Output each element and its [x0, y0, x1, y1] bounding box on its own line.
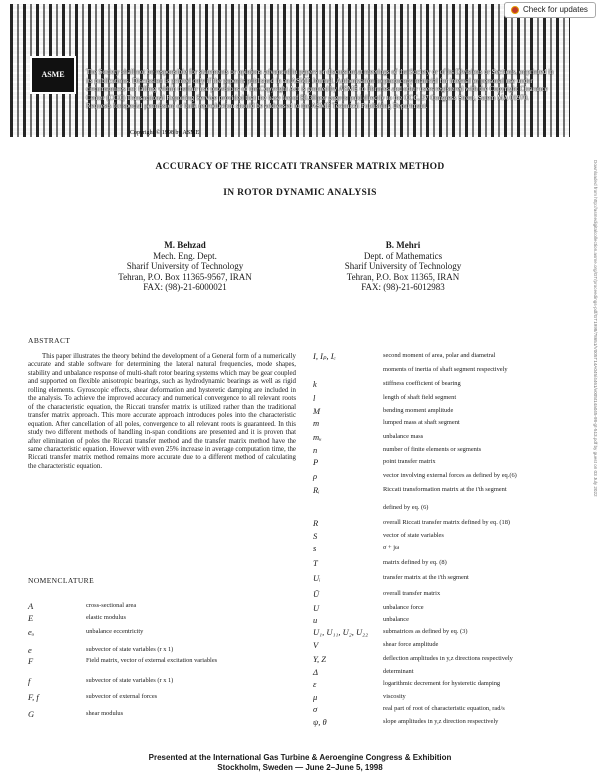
abstract-text: This paper illustrates the theory behind the development of a General form of a numerically accurate and stable software for determining the lateral natural frequencies, mode shapes, stability and unbalance response of multi-shaft rotor bearing systems which may be gear coupled and supported on flexible anisotropic bearings, such as hydrodynamic bearings as well as rigid rolling elements. Gyroscopic effects, shear deformation and hysteretic damping are included in the analysis. To achieve the improved accuracy and numerical convergence to all relevant roots of the characteristic equation, the Riccati transfer matrix is utilized rather than the traditional transfer matrix approach. This more accurate approach introduces poles into the characteristic equation. After cancellation of all poles, convergence to all relevant roots is guaranteed. In this study two different methods of handling in-span conditions are presented and it is proven that after elimination of poles the Riccati transfer method and the transfer matrix method have the same characteristic equation. However with even 25% increase in average computation time, the Riccati transfer matrix method remains more accurate due to a different method of calculating the characteristic equation. [28, 353, 296, 470]
author-fax: FAX: (98)-21-6000021 [143, 282, 227, 292]
nomenclature-description: defined by eq. (6) [383, 504, 429, 511]
nomenclature-description: unbalance eccentricity [86, 628, 144, 635]
nomenclature-symbol: s [313, 543, 317, 553]
nomenclature-symbol: ψ, θ [313, 717, 327, 727]
nomenclature-description: viscosity [383, 693, 406, 700]
nomenclature-description: point transfer matrix [383, 458, 436, 465]
nomenclature-symbol: E [28, 613, 34, 623]
nomenclature-description: shear force amplitude [383, 641, 439, 648]
abstract-heading: ABSTRACT [28, 336, 71, 345]
nomenclature-description: submatrices as defined by eq. (3) [383, 628, 468, 635]
header-notice-text: The Society shall not be responsible for statements or opinions advanced in papers or discussion at meetings of the Society or of its Divisions or Sections, or printed in its publications. Discussion is printed only if the paper is published in an ASME Journal. Authorization to photocopy material for internal or personal use under circumstances not falling within the fair use provisions of the Copyright Act is granted by ASME to libraries and other users registered with the Copyright Clearance Center (CCC) Transactional Reporting Service provided that the base fee of $0.30 per page is paid directly to the CCC, 27 Congress Street, Salem MA 01970. Requests for special permission or bulk reproduction should be addressed to the ASME Technical Publishing Department. [86, 68, 554, 111]
nomenclature-right-list [313, 348, 588, 746]
nomenclature-symbol: A [28, 601, 34, 611]
author-name: B. Mehri [385, 240, 421, 250]
nomenclature-description: slope amplitudes in y,z direction respectively [383, 718, 499, 725]
nomenclature-description: unbalance [383, 616, 409, 623]
download-note [590, 160, 598, 720]
nomenclature-symbol: M [313, 406, 321, 416]
paper-title-line-2: IN ROTOR DYNAMIC ANALYSIS [223, 188, 377, 198]
abstract-body [28, 353, 296, 471]
nomenclature-symbol: μ [313, 692, 318, 702]
nomenclature-symbol: l [313, 393, 316, 403]
author-name: M. Behzad [164, 240, 206, 250]
nomenclature-symbol: T [313, 558, 318, 568]
footer-line-2: Stockholm, Sweden — June 2–June 5, 1998 [217, 763, 383, 772]
nomenclature-symbol: Y, Z [313, 654, 326, 664]
nomenclature-symbol: u [313, 615, 318, 625]
nomenclature-left-list [28, 598, 298, 758]
nomenclature-description: overall Riccati transfer matrix defined by eq. (18) [383, 519, 511, 526]
nomenclature-symbol: Rᵢ [313, 485, 320, 495]
nomenclature-description: number of finite elements or segments [383, 446, 482, 453]
check-for-updates-button[interactable] [504, 2, 596, 18]
copyright-header-block [10, 4, 570, 137]
nomenclature-symbol: f [28, 676, 31, 686]
nomenclature-symbol: ρ [313, 471, 318, 481]
nomenclature-symbol: mᵤ [313, 432, 322, 442]
author-dept: Mech. Eng. Dept. [153, 250, 217, 261]
nomenclature-symbol: Uᵢ [313, 573, 321, 583]
header-copyright: Copyright © 1998 by ASME [130, 130, 200, 136]
nomenclature-symbol: k [313, 379, 317, 389]
nomenclature-symbol: S [313, 531, 318, 541]
nomenclature-symbol: U₁, U₁₁, U₂, U₂₂ [313, 627, 369, 637]
nomenclature-symbol: G [28, 709, 35, 719]
author-address: Tehran, P.O. Box 11365, IRAN [346, 271, 460, 282]
nomenclature-description: unbalance force [383, 604, 424, 611]
author-address: Tehran, P.O. Box 11365-9567, IRAN [118, 271, 252, 282]
nomenclature-description: logarithmic decrement for hysteretic damping [383, 680, 501, 687]
nomenclature-symbol: ε [313, 679, 317, 689]
nomenclature-description: Riccati transformation matrix at the i'th segment [383, 486, 507, 493]
nomenclature-symbol: F [28, 656, 34, 666]
nomenclature-symbol: eᵤ [28, 627, 35, 637]
nomenclature-description: lumped mass at shaft segment [383, 419, 460, 426]
nomenclature-description: elastic modulus [86, 614, 126, 621]
nomenclature-symbol: I, Iₚ, Iₑ [313, 351, 336, 361]
nomenclature-description: real part of root of characteristic equation, rad/s [383, 705, 505, 712]
nomenclature-symbol: Ū [313, 589, 320, 599]
nomenclature-description: σ + jω [383, 544, 400, 551]
check-for-updates-label: Check for updates [523, 5, 588, 14]
nomenclature-description: subvector of state variables (r x 1) [86, 646, 174, 653]
nomenclature-symbol: U [313, 603, 320, 613]
nomenclature-description: matrix defined by eq. (8) [383, 559, 447, 566]
author-dept: Dept. of Mathematics [363, 250, 443, 261]
nomenclature-description: deflection amplitudes in y,z directions respectively [383, 655, 513, 662]
author-university: Sharif University of Technology [344, 261, 462, 271]
nomenclature-description: unbalance mass [383, 433, 424, 440]
nomenclature-symbol: e [28, 645, 32, 655]
author-fax: FAX: (98)-21-6012983 [361, 282, 445, 292]
nomenclature-symbol: F, f [28, 692, 39, 702]
nomenclature-symbol: m [313, 418, 320, 428]
author-block-2 [318, 240, 488, 293]
nomenclature-description: Field matrix, vector of external excitation variables [86, 657, 218, 664]
nomenclature-symbol: σ [313, 704, 318, 714]
nomenclature-description: length of shaft field segment [383, 394, 457, 401]
paper-title-line-1: ACCURACY OF THE RICCATI TRANSFER MATRIX METHOD [155, 162, 445, 172]
nomenclature-description: overall transfer matrix [383, 590, 441, 597]
nomenclature-description: subvector of external forces [86, 693, 158, 700]
conference-footer [0, 753, 600, 773]
author-block-1 [100, 240, 270, 293]
crossmark-icon [511, 6, 519, 14]
nomenclature-description: stiffness coefficient of bearing [383, 380, 461, 387]
asme-logo: ASME [30, 56, 76, 94]
download-note-text: Downloaded from http://asmedigitalcollection.asme.org/GT/proceedings-pdf/GT1998/78651/V005T14A045/4461/v005t14a045-98-gt-513.pdf by guest on 03 July 2022 [593, 160, 598, 497]
nomenclature-description: cross-sectional area [86, 602, 137, 609]
footer-line-1: Presented at the International Gas Turbine & Aeroengine Congress & Exhibition [148, 753, 452, 762]
nomenclature-symbol: V [313, 640, 319, 650]
nomenclature-description: bending moment amplitude [383, 407, 454, 414]
nomenclature-description: vector involving external forces as defined by eq.(6) [383, 472, 517, 479]
nomenclature-description: vector of state variables [383, 532, 444, 539]
nomenclature-description: determinant [383, 668, 414, 675]
nomenclature-symbol: P [313, 457, 319, 467]
nomenclature-description: subvector of state variables (r x 1) [86, 677, 174, 684]
nomenclature-description: moments of inertia of shaft segment respectively [383, 366, 508, 373]
nomenclature-description: second moment of area, polar and diametral [383, 352, 496, 359]
nomenclature-symbol: Δ [313, 667, 318, 677]
nomenclature-description: shear modulus [86, 710, 124, 717]
nomenclature-heading: NOMENCLATURE [28, 576, 95, 585]
nomenclature-symbol: n [313, 445, 318, 455]
author-university: Sharif University of Technology [126, 261, 244, 271]
nomenclature-description: transfer matrix at the i'th segment [383, 574, 469, 581]
nomenclature-symbol: R [313, 518, 319, 528]
